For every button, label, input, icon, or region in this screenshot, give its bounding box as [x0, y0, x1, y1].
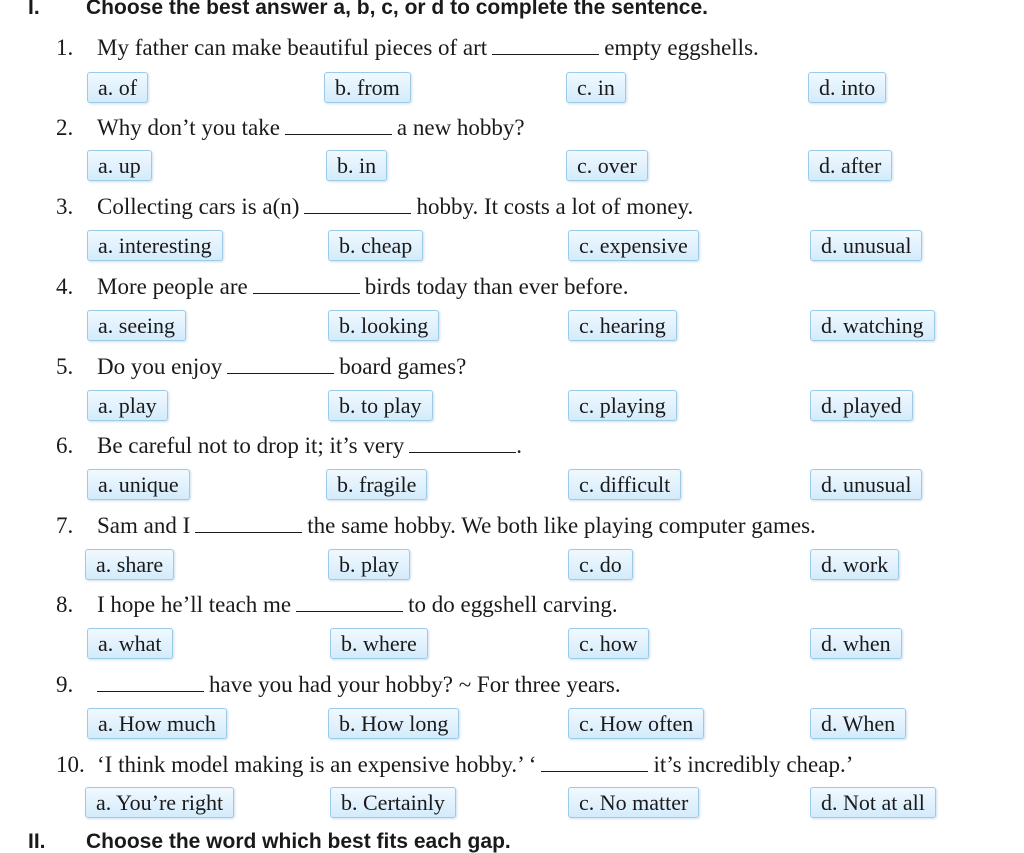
question-10-option-b[interactable]: b. Certainly	[330, 787, 456, 818]
question-9-option-a[interactable]: a. How much	[87, 708, 227, 739]
question-4	[56, 274, 628, 300]
question-7	[56, 513, 816, 539]
answer-blank	[541, 753, 648, 772]
question-6-option-d[interactable]: d. unusual	[810, 469, 922, 500]
question-2-option-c[interactable]: c. over	[566, 150, 648, 181]
section-2-number: II.	[28, 830, 46, 853]
question-3	[56, 194, 693, 220]
question-5-option-c[interactable]: c. playing	[568, 390, 677, 421]
question-number: 10.	[56, 752, 85, 777]
question-5	[56, 354, 466, 380]
question-3-option-d[interactable]: d. unusual	[810, 230, 922, 261]
question-number: 4.	[56, 274, 74, 299]
question-text-before: Sam and I	[97, 513, 191, 538]
answer-blank	[253, 275, 360, 294]
question-8	[56, 592, 618, 618]
question-number: 3.	[56, 194, 74, 219]
question-9-option-c[interactable]: c. How often	[568, 708, 704, 739]
question-10-option-c[interactable]: c. No matter	[568, 787, 699, 818]
question-9	[56, 672, 621, 698]
answer-blank	[195, 514, 302, 533]
question-text-before: My father can make beautiful pieces of art	[97, 35, 488, 60]
answer-blank	[97, 673, 204, 692]
question-number: 2.	[56, 115, 74, 140]
question-text-after: have you had your hobby? ~ For three years.	[209, 672, 621, 697]
question-text-before: More people are	[97, 274, 248, 299]
question-text-before: ‘I think model making is an expensive hobby.’ ‘	[97, 752, 537, 777]
question-number: 6.	[56, 433, 74, 458]
section-1-title: Choose the best answer a, b, c, or d to complete the sentence.	[86, 0, 708, 19]
question-text-after: empty eggshells.	[604, 35, 759, 60]
question-1	[56, 35, 759, 61]
question-7-option-c[interactable]: c. do	[568, 549, 633, 580]
question-7-option-b[interactable]: b. play	[328, 549, 410, 580]
question-2-option-a[interactable]: a. up	[87, 150, 152, 181]
question-number: 8.	[56, 592, 74, 617]
question-text-after: hobby. It costs a lot of money.	[416, 194, 694, 219]
question-text-before: Collecting cars is a(n)	[97, 194, 300, 219]
question-7-option-d[interactable]: d. work	[810, 549, 899, 580]
question-2-option-d[interactable]: d. after	[808, 150, 892, 181]
question-text-after: board games?	[339, 354, 467, 379]
question-text-after: it’s incredibly cheap.’	[653, 752, 854, 777]
question-9-option-d[interactable]: d. When	[810, 708, 906, 739]
answer-blank	[409, 434, 516, 453]
question-6-option-a[interactable]: a. unique	[87, 469, 190, 500]
question-number: 5.	[56, 354, 74, 379]
question-text-after: birds today than ever before.	[364, 274, 629, 299]
question-8-option-d[interactable]: d. when	[810, 628, 902, 659]
question-6-option-b[interactable]: b. fragile	[326, 469, 427, 500]
answer-blank	[304, 195, 411, 214]
question-number: 7.	[56, 513, 74, 538]
question-4-option-d[interactable]: d. watching	[810, 310, 935, 341]
question-3-option-c[interactable]: c. expensive	[568, 230, 699, 261]
question-9-option-b[interactable]: b. How long	[328, 708, 459, 739]
question-text-after: a new hobby?	[396, 115, 525, 140]
question-8-option-c[interactable]: c. how	[568, 628, 649, 659]
question-6-option-c[interactable]: c. difficult	[568, 469, 681, 500]
question-text-before: I hope he’ll teach me	[97, 592, 292, 617]
question-8-option-a[interactable]: a. what	[87, 628, 173, 659]
question-10-option-d[interactable]: d. Not at all	[810, 787, 936, 818]
section-1-heading	[28, 0, 708, 18]
question-10	[56, 752, 853, 778]
answer-blank	[227, 355, 334, 374]
question-text-after: to do eggshell carving.	[408, 592, 618, 617]
question-5-option-b[interactable]: b. to play	[328, 390, 433, 421]
question-7-option-a[interactable]: a. share	[85, 549, 174, 580]
question-text-after: .	[516, 433, 522, 458]
question-2-option-b[interactable]: b. in	[326, 150, 387, 181]
answer-blank	[492, 36, 599, 55]
question-text-before: Do you enjoy	[97, 354, 223, 379]
section-1-number: I.	[28, 0, 40, 19]
question-4-option-b[interactable]: b. looking	[328, 310, 439, 341]
question-4-option-c[interactable]: c. hearing	[568, 310, 677, 341]
question-1-option-b[interactable]: b. from	[324, 72, 411, 103]
question-3-option-a[interactable]: a. interesting	[87, 230, 223, 261]
question-text-after: the same hobby. We both like playing computer games.	[307, 513, 816, 538]
section-2-title: Choose the word which best fits each gap.	[86, 830, 511, 853]
answer-blank	[285, 116, 392, 135]
question-5-option-d[interactable]: d. played	[810, 390, 913, 421]
question-number: 9.	[56, 672, 74, 697]
question-6	[56, 433, 522, 459]
question-1-option-a[interactable]: a. of	[87, 72, 148, 103]
question-text-before: Why don’t you take	[97, 115, 280, 140]
question-number: 1.	[56, 35, 74, 60]
question-1-option-c[interactable]: c. in	[566, 72, 626, 103]
question-3-option-b[interactable]: b. cheap	[328, 230, 423, 261]
question-2	[56, 115, 525, 141]
question-8-option-b[interactable]: b. where	[330, 628, 428, 659]
question-5-option-a[interactable]: a. play	[87, 390, 168, 421]
answer-blank	[296, 593, 403, 612]
question-10-option-a[interactable]: a. You’re right	[85, 787, 234, 818]
question-text-before: Be careful not to drop it; it’s very	[97, 433, 405, 458]
question-1-option-d[interactable]: d. into	[808, 72, 886, 103]
question-4-option-a[interactable]: a. seeing	[87, 310, 186, 341]
